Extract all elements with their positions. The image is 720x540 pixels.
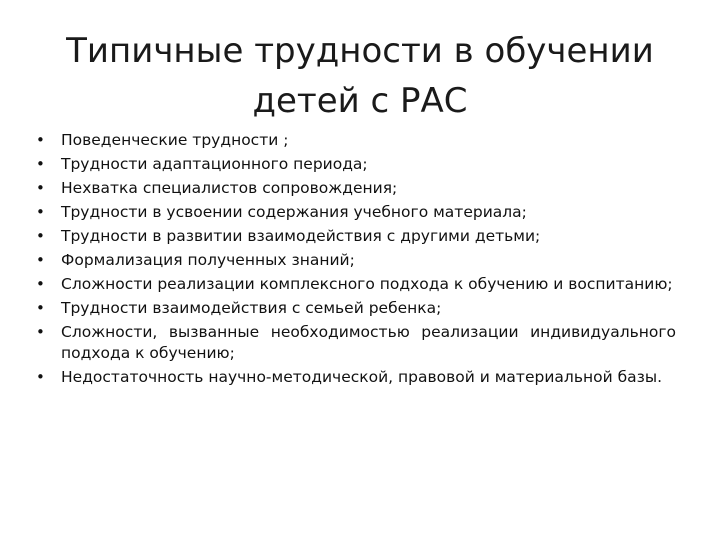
bullet-icon: • <box>36 179 45 197</box>
bullet-text: Формализация полученных знаний; <box>61 251 355 269</box>
bullet-item-9 <box>36 322 676 364</box>
bullet-item-10 <box>36 367 676 388</box>
bullet-icon: • <box>36 323 45 341</box>
bullet-text: Недостаточность научно-методической, правовой и материальной базы. <box>61 368 663 386</box>
bullet-list <box>36 130 676 391</box>
bullet-text: Трудности взаимодействия с семьей ребенка; <box>61 299 442 317</box>
bullet-item-4 <box>36 202 676 223</box>
bullet-item-5 <box>36 226 676 247</box>
bullet-item-2 <box>36 154 676 175</box>
bullet-icon: • <box>36 155 45 173</box>
bullet-text: Трудности адаптационного периода; <box>61 155 368 173</box>
bullet-item-7 <box>36 274 676 295</box>
bullet-icon: • <box>36 299 45 317</box>
bullet-icon: • <box>36 131 45 149</box>
bullet-text: Сложности реализации комплексного подхода к обучению и воспитанию; <box>61 275 673 293</box>
bullet-icon: • <box>36 275 45 293</box>
bullet-icon: • <box>36 227 45 245</box>
bullet-item-8 <box>36 298 676 319</box>
bullet-item-6 <box>36 250 676 271</box>
bullet-text: Трудности в развитии взаимодействия с другими детьми; <box>61 227 541 245</box>
bullet-item-1 <box>36 130 676 151</box>
bullet-text: Поведенческие трудности ; <box>61 131 289 149</box>
bullet-icon: • <box>36 203 45 221</box>
bullet-icon: • <box>36 368 45 386</box>
bullet-text: Сложности, вызванные необходимостью реализации индивидуального подхода к обучению; <box>61 323 676 362</box>
bullet-text: Нехватка специалистов сопровождения; <box>61 179 398 197</box>
bullet-text: Трудности в усвоении содержания учебного материала; <box>61 203 527 221</box>
bullet-item-3 <box>36 178 676 199</box>
slide-title: Типичные трудности в обучении детей с РАС <box>66 31 654 121</box>
bullet-icon: • <box>36 251 45 269</box>
